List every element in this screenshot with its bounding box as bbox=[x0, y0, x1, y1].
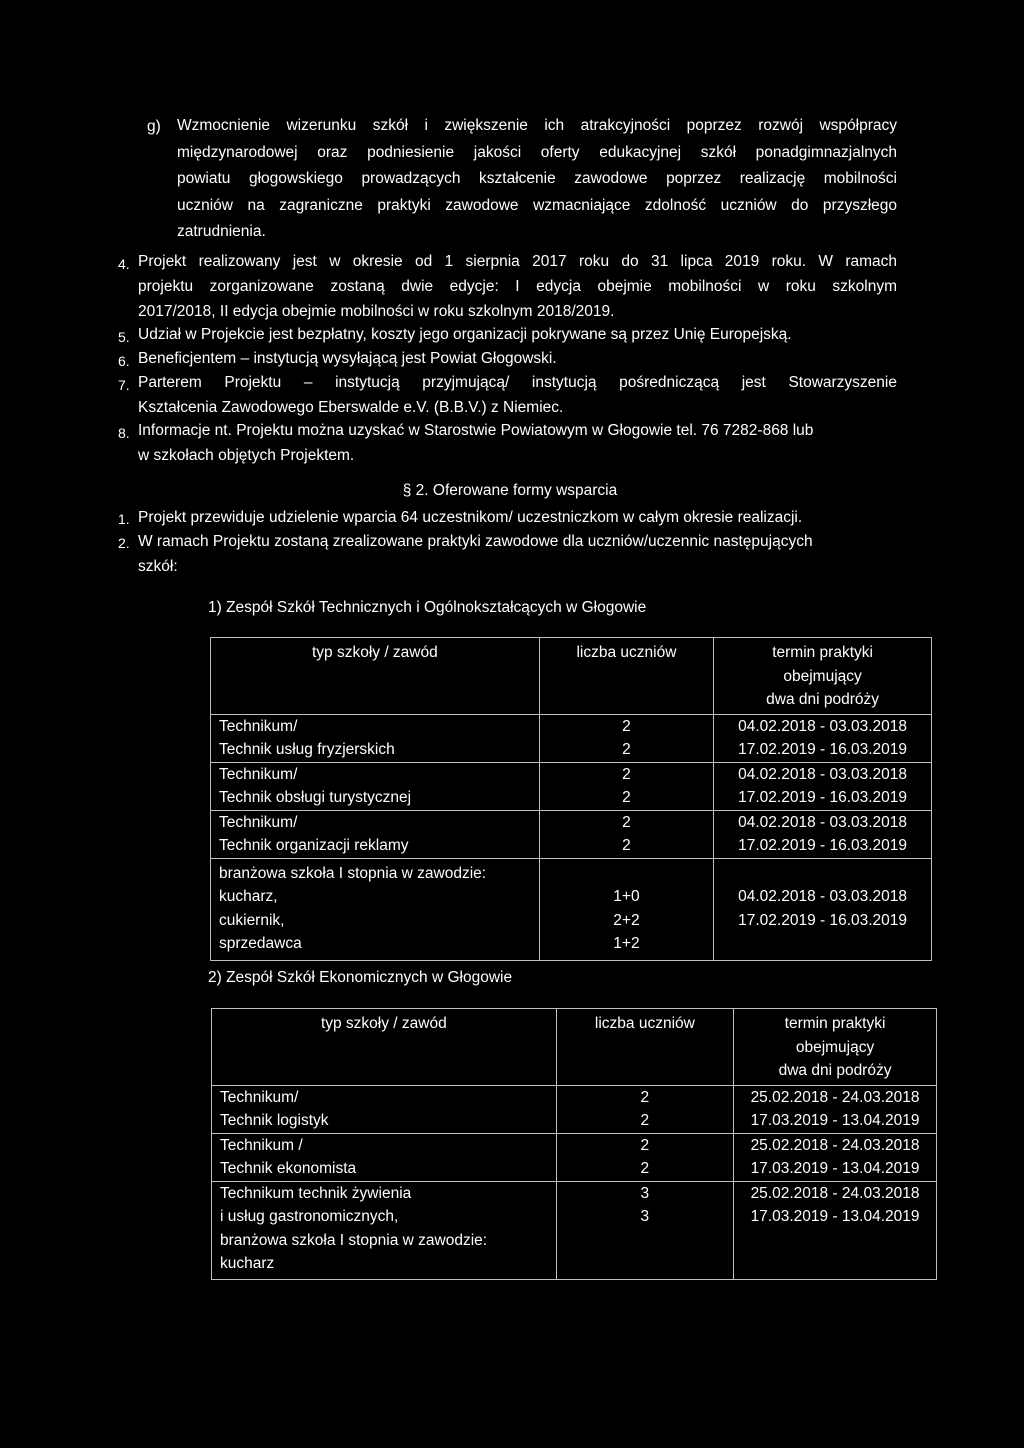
cell-line bbox=[548, 862, 705, 886]
cell-line: 2 bbox=[622, 813, 631, 831]
cell-line: 2 bbox=[622, 789, 631, 806]
school-1-table bbox=[210, 637, 932, 961]
point-g-line: uczniów na zagraniczne praktyki zawodowe wzmacniające zdolność uczniów do przyszłego bbox=[177, 196, 897, 214]
item-line: Kształcenia Zawodowego Eberswalde e.V. (B.B.V.) z Niemiec. bbox=[138, 399, 564, 416]
cell-line: Technikum/ bbox=[219, 765, 298, 783]
cell-line: 2+2 bbox=[613, 911, 640, 929]
cell-count bbox=[556, 1133, 733, 1181]
cell-type bbox=[211, 714, 540, 762]
section-title: § 2. Oferowane formy wsparcia bbox=[402, 482, 618, 499]
item-number: 7. bbox=[118, 377, 130, 393]
cell-count bbox=[539, 762, 713, 810]
section2-item-1-text bbox=[138, 505, 908, 530]
cell-type bbox=[212, 1133, 557, 1181]
cell-line: Technikum technik żywienia bbox=[220, 1184, 412, 1202]
item-line: szkół: bbox=[138, 558, 178, 575]
table-header-row bbox=[212, 1009, 937, 1086]
cell-line: Technik organizacji reklamy bbox=[219, 837, 409, 854]
item-8-text bbox=[138, 418, 900, 468]
cell-dates bbox=[714, 858, 932, 960]
header-count: liczba uczniów bbox=[539, 638, 713, 715]
cell-dates bbox=[714, 714, 932, 762]
item-5-text bbox=[138, 322, 897, 347]
cell-line: 2 bbox=[640, 1088, 650, 1106]
cell-type bbox=[212, 1085, 557, 1133]
table-row bbox=[212, 1133, 937, 1181]
item-4-text bbox=[138, 249, 897, 324]
cell-line: 17.03.2019 - 13.04.2019 bbox=[750, 1208, 920, 1225]
table-row bbox=[211, 810, 932, 858]
cell-dates bbox=[734, 1181, 937, 1279]
cell-count bbox=[556, 1085, 733, 1133]
item-line: projektu zorganizowane zostaną dwie edycje: I edycja obejmie mobilności w roku szkolnym bbox=[138, 278, 897, 295]
cell-count bbox=[556, 1181, 733, 1279]
cell-line: branżowa szkoła I stopnia w zawodzie: bbox=[220, 1231, 488, 1249]
cell-line: Technikum / bbox=[220, 1136, 303, 1154]
item-number: 1. bbox=[118, 511, 130, 527]
cell-line: kucharz bbox=[220, 1255, 275, 1272]
cell-count bbox=[539, 714, 713, 762]
item-number: 8. bbox=[118, 425, 130, 441]
point-g-line: międzynarodowej oraz podniesienie jakości oferty edukacyjnej szkół ponadgimnazjalnych bbox=[177, 143, 897, 161]
section2-item-2-text bbox=[138, 529, 908, 579]
header-dates bbox=[714, 638, 932, 715]
cell-line: Technikum/ bbox=[220, 1088, 299, 1106]
header-type: typ szkoły / zawód bbox=[212, 1009, 557, 1086]
cell-type bbox=[212, 1181, 557, 1279]
item-line: Informacje nt. Projektu można uzyskać w Starostwie Powiatowym w Głogowie tel. 76 7282-868 lub bbox=[138, 422, 814, 439]
cell-count bbox=[539, 810, 713, 858]
item-number: 4. bbox=[118, 256, 130, 272]
cell-line: 2 bbox=[640, 1160, 650, 1177]
cell-line: 25.02.2018 - 24.03.2018 bbox=[750, 1184, 920, 1202]
cell-line: 17.02.2019 - 16.03.2019 bbox=[738, 911, 908, 929]
header-dates-line: dwa dni podróży bbox=[766, 691, 880, 708]
item-7-text bbox=[138, 370, 897, 420]
cell-line bbox=[722, 862, 923, 886]
cell-line: Technik usług fryzjerskich bbox=[219, 741, 395, 758]
cell-line: i usług gastronomicznych, bbox=[220, 1208, 399, 1225]
cell-line: 2 bbox=[622, 837, 631, 854]
cell-line: 3 bbox=[640, 1208, 650, 1225]
cell-line bbox=[722, 932, 923, 956]
cell-line: 04.02.2018 - 03.03.2018 bbox=[738, 813, 908, 831]
cell-line: 2 bbox=[622, 717, 631, 735]
cell-line: 04.02.2018 - 03.03.2018 bbox=[738, 717, 908, 735]
cell-line: Technikum/ bbox=[219, 717, 298, 735]
cell-line: kucharz, bbox=[219, 888, 278, 905]
school-2-table bbox=[211, 1008, 937, 1280]
item-line: Projekt przewiduje udzielenie wparcia 64 uczestnikom/ uczestniczkom w całym okresie realizacji. bbox=[138, 509, 803, 526]
cell-type bbox=[211, 858, 540, 960]
cell-line: 1+2 bbox=[613, 935, 640, 952]
cell-line: 2 bbox=[640, 1136, 650, 1154]
item-number: 2. bbox=[118, 535, 130, 551]
cell-line: 2 bbox=[640, 1112, 650, 1129]
cell-count bbox=[539, 858, 713, 960]
cell-dates bbox=[714, 762, 932, 810]
item-line: 2017/2018, II edycja obejmie mobilności w roku szkolnym 2018/2019. bbox=[138, 303, 615, 320]
table-row bbox=[211, 714, 932, 762]
school-1-title: 1) Zespół Szkół Technicznych i Ogólnokształcących w Głogowie bbox=[208, 599, 647, 616]
header-dates-line: termin praktyki bbox=[784, 1015, 886, 1032]
point-marker-g: g) bbox=[147, 118, 161, 135]
item-line: Udział w Projekcie jest bezpłatny, koszty jego organizacji pokrywane są przez Unię Europejską. bbox=[138, 326, 792, 343]
cell-line: 17.03.2019 - 13.04.2019 bbox=[750, 1112, 920, 1129]
cell-dates bbox=[714, 810, 932, 858]
item-number: 5. bbox=[118, 329, 130, 345]
cell-line: Technik ekonomista bbox=[220, 1160, 357, 1177]
cell-line: Technik logistyk bbox=[220, 1112, 329, 1129]
table-row bbox=[211, 858, 932, 960]
item-line: w szkołach objętych Projektem. bbox=[138, 447, 355, 464]
cell-line: Technikum/ bbox=[219, 813, 298, 831]
header-dates bbox=[734, 1009, 937, 1086]
cell-dates bbox=[734, 1133, 937, 1181]
header-dates-line: termin praktyki bbox=[772, 644, 873, 661]
item-line: Projekt realizowany jest w okresie od 1 sierpnia 2017 roku do 31 lipca 2019 roku. W ramach bbox=[138, 253, 897, 270]
cell-line: 17.03.2019 - 13.04.2019 bbox=[750, 1160, 920, 1177]
item-number: 6. bbox=[118, 353, 130, 369]
cell-line: 17.02.2019 - 16.03.2019 bbox=[738, 741, 908, 758]
cell-line: 1+0 bbox=[613, 888, 640, 905]
cell-line: 17.02.2019 - 16.03.2019 bbox=[738, 789, 908, 806]
point-g-line: powiatu głogowskiego prowadzących kształcenie zawodowe poprzez realizację mobilności bbox=[177, 170, 897, 187]
cell-line: Technik obsługi turystycznej bbox=[219, 789, 412, 806]
point-g-line: Wzmocnienie wizerunku szkół i zwiększenie ich atrakcyjności poprzez rozwój współpracy bbox=[177, 117, 897, 134]
header-count: liczba uczniów bbox=[556, 1009, 733, 1086]
header-dates-line: dwa dni podróży bbox=[778, 1062, 892, 1079]
cell-line: branżowa szkoła I stopnia w zawodzie: bbox=[219, 864, 487, 882]
cell-type bbox=[211, 810, 540, 858]
cell-line: 3 bbox=[640, 1184, 650, 1202]
item-line: Parterem Projektu – instytucją przyjmującą/ instytucją pośredniczącą jest Stowarzyszenie bbox=[138, 374, 897, 391]
header-type: typ szkoły / zawód bbox=[211, 638, 540, 715]
cell-dates bbox=[734, 1085, 937, 1133]
cell-line: 17.02.2019 - 16.03.2019 bbox=[738, 837, 908, 854]
table-row bbox=[211, 762, 932, 810]
header-dates-line: obejmujący bbox=[783, 667, 862, 685]
cell-type bbox=[211, 762, 540, 810]
cell-line: 2 bbox=[622, 765, 631, 783]
item-line: Beneficjentem – instytucją wysyłającą jest Powiat Głogowski. bbox=[138, 350, 557, 367]
cell-line: 04.02.2018 - 03.03.2018 bbox=[738, 765, 908, 783]
table-header-row bbox=[211, 638, 932, 715]
cell-line: 25.02.2018 - 24.03.2018 bbox=[750, 1136, 920, 1154]
point-g-line: zatrudnienia. bbox=[177, 223, 266, 240]
cell-line: 25.02.2018 - 24.03.2018 bbox=[750, 1088, 920, 1106]
point-g-text bbox=[177, 113, 897, 246]
cell-line: sprzedawca bbox=[219, 935, 302, 952]
item-6-text bbox=[138, 346, 897, 371]
cell-line: cukiernik, bbox=[219, 911, 285, 929]
table-row bbox=[212, 1181, 937, 1279]
cell-line: 04.02.2018 - 03.03.2018 bbox=[738, 888, 908, 905]
header-dates-line: obejmujący bbox=[795, 1038, 875, 1056]
table-row bbox=[212, 1085, 937, 1133]
cell-line: 2 bbox=[622, 741, 631, 758]
item-line: W ramach Projektu zostaną zrealizowane praktyki zawodowe dla uczniów/uczennic następujących bbox=[138, 533, 813, 550]
school-2-title: 2) Zespół Szkół Ekonomicznych w Głogowie bbox=[208, 969, 513, 986]
